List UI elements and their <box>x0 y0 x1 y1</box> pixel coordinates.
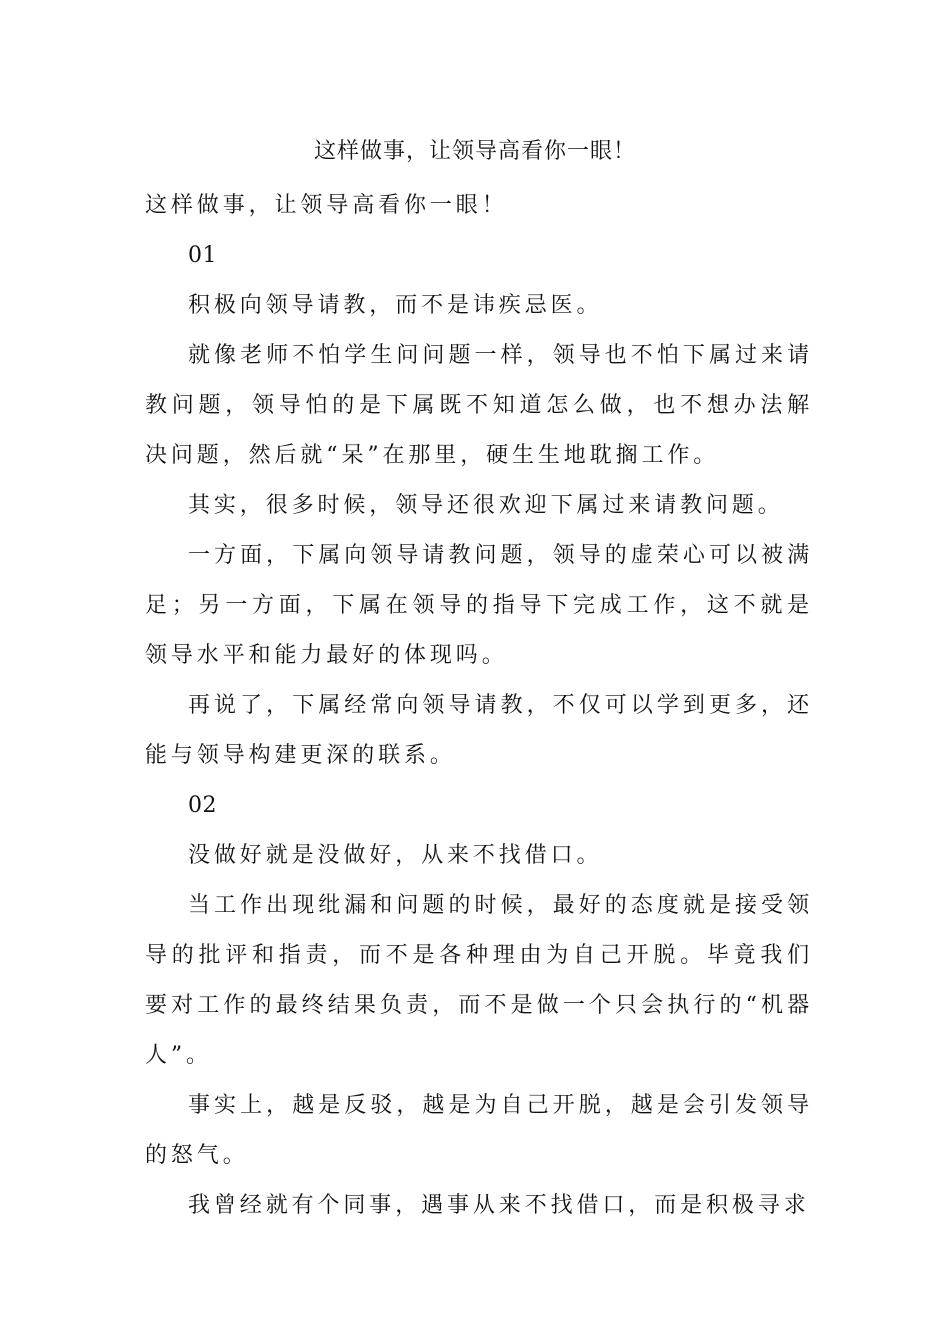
subtitle-paragraph: 这样做事，让领导高看你一眼！ <box>145 193 508 218</box>
section-number-01: 01 <box>188 243 217 268</box>
paragraph: 其实，很多时候，领导还很欢迎下属过来请教问题。 <box>188 493 784 518</box>
paragraph: 再说了，下属经常向领导请教，不仅可以学到更多，还能与领导构建更深的联系。 <box>145 693 813 768</box>
paragraph: 就像老师不怕学生问问题一样，领导也不怕下属过来请教问题，领导怕的是下属既不知道怎么做，也不想办法解决问题，然后就“呆”在那里，硬生生地耽搁工作。 <box>145 343 813 468</box>
document-title: 这样做事，让领导高看你一眼！ <box>313 139 636 164</box>
section-number-02: 02 <box>188 793 217 818</box>
paragraph: 当工作出现纰漏和问题的时候，最好的态度就是接受领导的批评和指责，而不是各种理由为自己开脱。毕竟我们要对工作的最终结果负责，而不是做一个只会执行的“机器人”。 <box>145 893 813 1068</box>
section-heading-1: 积极向领导请教，而不是讳疾忌医。 <box>188 293 603 318</box>
document-body <box>145 181 813 1231</box>
section-heading-2: 没做好就是没做好，从来不找借口。 <box>188 843 603 868</box>
paragraph: 一方面，下属向领导请教问题，领导的虚荣心可以被满足；另一方面，下属在领导的指导下完成工作，这不就是领导水平和能力最好的体现吗。 <box>145 543 813 668</box>
paragraph: 事实上，越是反驳，越是为自己开脱，越是会引发领导的怒气。 <box>145 1093 813 1168</box>
paragraph: 我曾经就有个同事，遇事从来不找借口，而是积极寻求 <box>188 1193 810 1218</box>
